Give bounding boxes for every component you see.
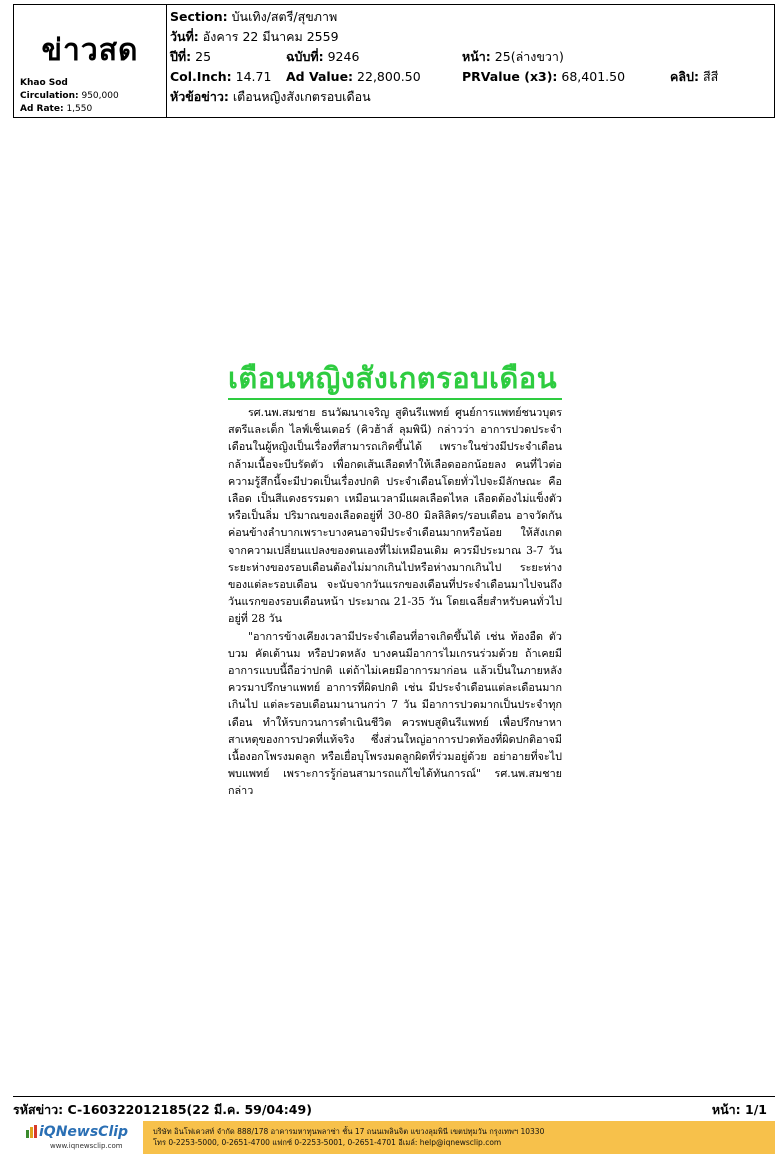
headline-value: เตือนหญิงสังเกตรอบเดือน <box>232 89 371 104</box>
circulation-value: 950,000 <box>81 91 119 101</box>
article-paragraph: รศ.นพ.สมชาย ธนวัฒนาเจริญ สูตินรีแพทย์ ศูนย์การแพทย์ชนวบุตร สตรีและเด็ก ไลฟ์เซ็นเตอร์ (คิวฮ้าส์ ลุมพินี) กล่าวว่า อาการปวดประจำเดือนในผู้หญิงเป็นเรื่องที่สามารถเกิดขึ้นได้ เพราะในช่วงมีประจำเดือนกล้ามเนื้อจะบีบรัดตัว เพื่อกดเส้นเลือดทำให้เลือดออกน้อยลง คนที่ไวต่อความรู้สึกนี้จะมีปวดเป็นเรื่องปกติ ประจำเดือนโดยทั่วไปจะมีลักษณะ คือ เลือด เป็นสีแดงธรรมดา เหมือนเวลามีแผลเลือดไหล เลือดต้องไม่แข็งตัวหรือเป็นลิ่ม ปริมาณของเลือดอยู่ที่ 30-80 มิลลิลิตร/รอบเดือน อาจวัดกันค่อนข้างลำบากเพราะบางคนอาจมีประจำเดือนมากหรือน้อย ให้สังเกตจากความเปลี่ยนแปลงของตนเองที่ไม่เหมือนเดิม ควรมีประมาณ 3-7 วัน ระยะห่างของรอบเดือนต้องไม่มากเกินไปหรือห่างมากเกินไป ระยะห่างของแต่ละรอบเดือน จะนับจากวันแรกของเดือนที่ประจำเดือนมาไปจนถึงวันแรกของรอบเดือนหน้า ประมาณ 21-35 วัน โดยเฉลี่ยสำหรับคนทั่วไปอยู่ที่ 28 วัน <box>228 406 562 626</box>
section-value: บันเทิง/สตรี/สุขภาพ <box>231 9 338 24</box>
clip-label: คลิป: <box>670 69 699 84</box>
publication-logo: ข่าวสด <box>41 33 139 68</box>
brand-name: iQNewsClip <box>39 1124 129 1140</box>
date-label: วันที่: <box>170 29 199 44</box>
clip-value: สีสี <box>702 69 719 84</box>
date-row <box>170 27 768 47</box>
company-strip <box>13 1121 775 1154</box>
advalue-label: Ad Value: <box>286 69 354 84</box>
publication-logo-block <box>14 5 167 117</box>
ad-rate-label: Ad Rate: <box>20 104 64 114</box>
headline-row <box>170 87 768 107</box>
brand-url: www.iqnewsclip.com <box>50 1142 123 1150</box>
year-value: 25 <box>195 49 212 64</box>
date-value: อังคาร 22 มีนาคม 2559 <box>202 29 339 44</box>
colinch-value: 14.71 <box>235 69 272 84</box>
section-label: Section: <box>170 9 228 24</box>
company-contact: โทร 0-2253-5000, 0-2651-4700 แฟกซ์ 0-2253-5001, 0-2651-4701 อีเมล์: help@iqnewsclip.com <box>153 1138 502 1147</box>
prvalue-label: PRValue (x3): <box>462 69 558 84</box>
article-body <box>228 404 562 800</box>
clipping-header <box>13 4 775 118</box>
ad-rate-value: 1,550 <box>66 104 93 114</box>
news-code: รหัสข่าว: C-160322012185(22 มี.ค. 59/04:49) <box>13 1102 312 1117</box>
year-label: ปีที่: <box>170 49 192 64</box>
article-headline: เตือนหญิงสังเกตรอบเดือน <box>228 360 562 400</box>
brand-logo <box>13 1121 143 1154</box>
company-address: บริษัท อินโฟเควสท์ จำกัด 888/178 อาคารมหาทุนพลาซ่า ชั้น 17 ถนนเพลินจิต แขวงลุมพินี เขตปทุมวัน กรุงเทพฯ 10330 <box>153 1127 545 1136</box>
article <box>228 360 562 800</box>
footer-bar <box>13 1100 775 1120</box>
prvalue-value: 68,401.50 <box>561 69 626 84</box>
page-value: 25(ล่างขวา) <box>494 49 564 64</box>
value-row <box>170 67 768 87</box>
company-info <box>153 1126 544 1148</box>
section-row <box>170 7 768 27</box>
newsclip-logo-icon <box>25 1125 39 1139</box>
issue-value: 9246 <box>327 49 360 64</box>
issue-row <box>170 47 768 67</box>
page-count: หน้า: 1/1 <box>711 1102 767 1117</box>
advalue-value: 22,800.50 <box>357 69 421 84</box>
footer-divider <box>13 1096 775 1097</box>
article-paragraph: "อาการข้างเคียงเวลามีประจำเดือนที่อาจเกิดขึ้นได้ เช่น ท้องอืด ตัวบวม คัดเต้านม หรือปวดหลัง บางคนมีอาการไมเกรนร่วมด้วย ถ้าเคยมีอาการแบบนี้ถือว่าปกติ แต่ถ้าไม่เคยมีอาการมาก่อน แล้วเป็นในภายหลัง ควรมาปรึกษาแพทย์ อาการที่ผิดปกติ เช่น มีประจำเดือนแต่ละเดือนมากเกินไป แต่ละรอบเดือนมานานกว่า 7 วัน มีอาการปวดมากเป็นประจำทุกเดือน ทำให้รบกวนการดำเนินชีวิต ควรพบสูตินรีแพทย์ เพื่อปรึกษาหาสาเหตุของการปวดที่แท้จริง ซึ่งส่วนใหญ่อาการปวดท้องที่ผิดปกติอาจมีเนื้องอกโพรงมดลูก หรือเยื่อบุโพรงมดลูกผิดที่ร่วมอยู่ด้วย อย่าอายที่จะไปพบแพทย์ เพราะการรู้ก่อนสามารถแก้ไขได้ทันการณ์" รศ.นพ.สมชายกล่าว <box>228 629 562 798</box>
clipping-meta-grid <box>170 7 768 115</box>
circulation-label: Circulation: <box>20 91 79 101</box>
issue-label: ฉบับที่: <box>286 49 324 64</box>
colinch-label: Col.Inch: <box>170 69 232 84</box>
headline-label: หัวข้อข่าว: <box>170 89 229 104</box>
publication-name: Khao Sod <box>20 78 68 88</box>
publication-meta <box>20 77 119 116</box>
page-label: หน้า: <box>462 49 491 64</box>
